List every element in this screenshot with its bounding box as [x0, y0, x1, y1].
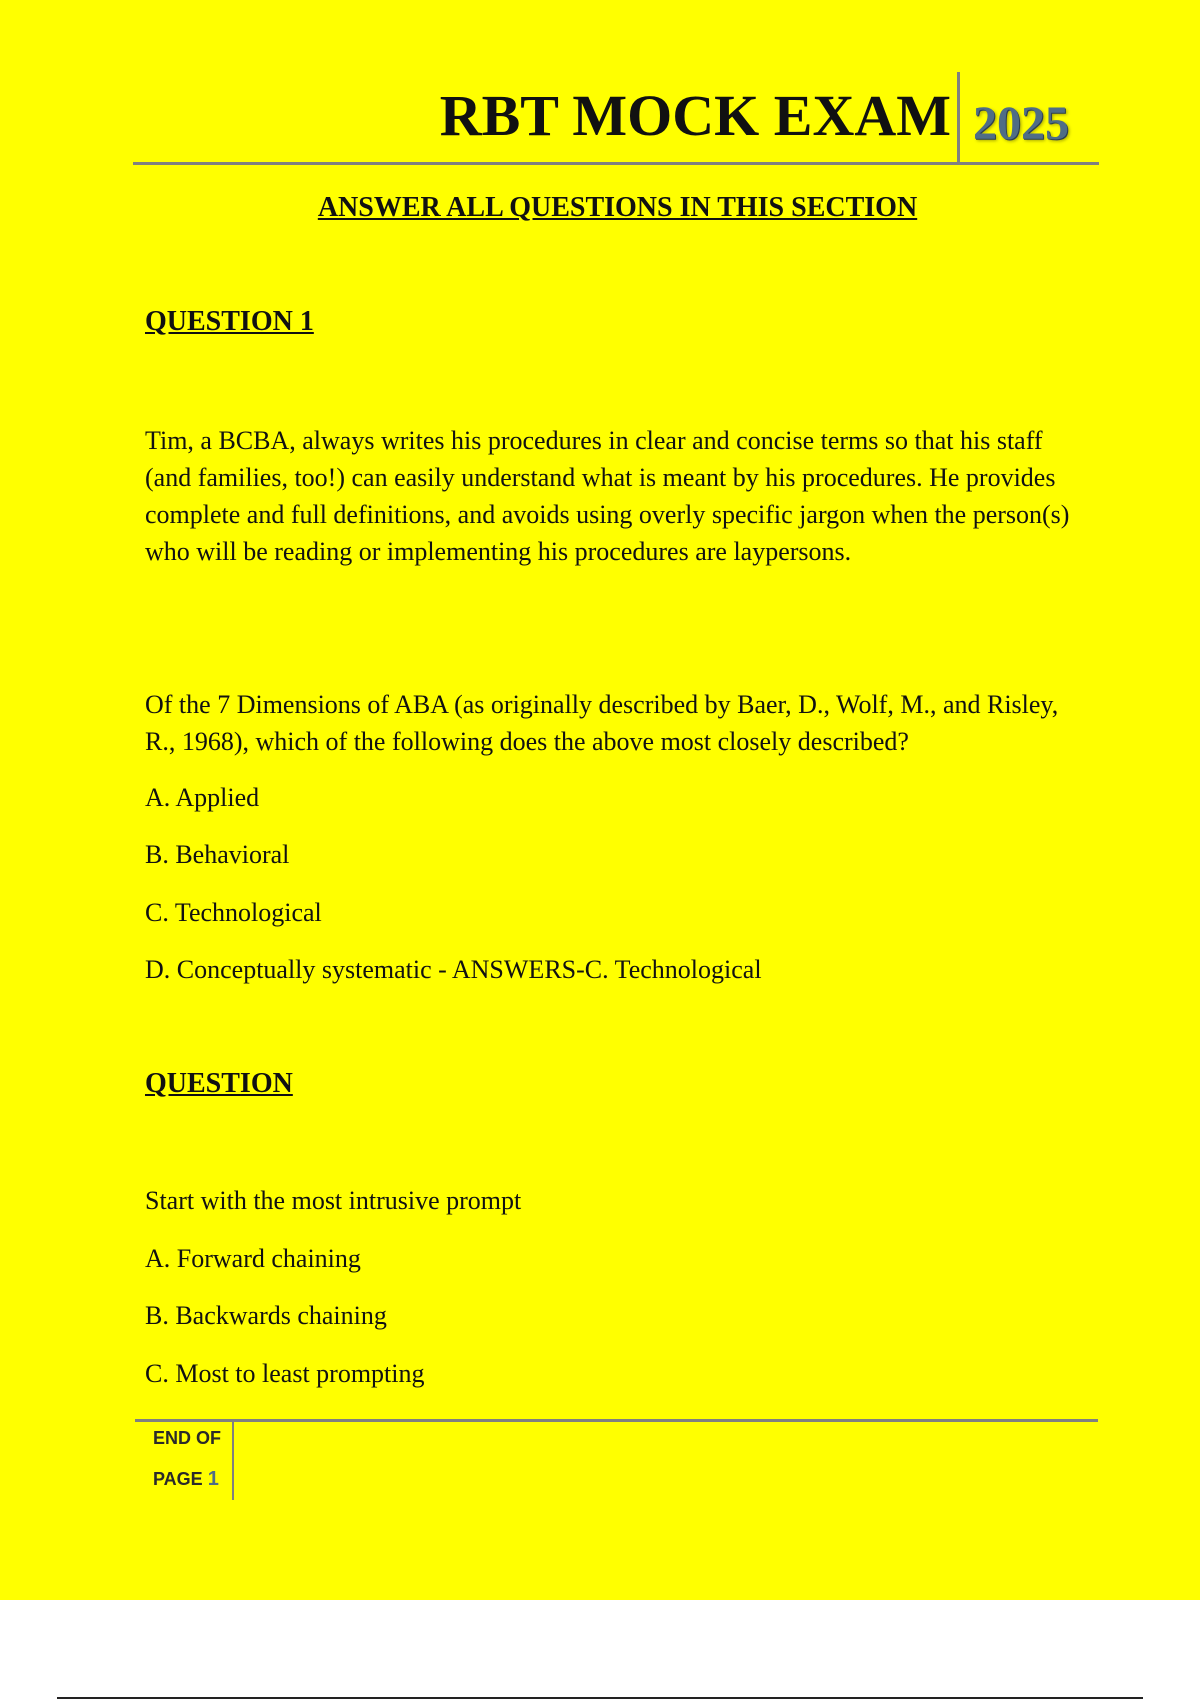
footer-page-number: 1 — [207, 1468, 219, 1490]
question-2-option-a: A. Forward chaining — [145, 1244, 361, 1273]
question-1-option-b: B. Behavioral — [145, 840, 290, 869]
page-header — [133, 72, 1099, 165]
section-heading: ANSWER ALL QUESTIONS IN THIS SECTION — [317, 192, 918, 223]
question-1-option-c: C. Technological — [145, 898, 322, 927]
exam-title: RBT MOCK EXAM — [439, 83, 951, 148]
question-1-scenario: Tim, a BCBA, always writes his procedures in clear and concise terms so that his staff (and families, too!) can easily understand what is meant by his procedures. He provides complete and full definitions, and avoids using overly specific jargon when the person(s) who will be reading or implementing his procedures are laypersons. — [145, 426, 1070, 566]
question-1-heading: QUESTION 1 — [145, 306, 314, 337]
question-1-prompt: Of the 7 Dimensions of ABA (as originally described by Baer, D., Wolf, M., and Risley, R., 1968), which of the following does the above most closely described? — [145, 690, 1059, 756]
footer-divider — [232, 1422, 234, 1500]
question-2-heading: QUESTION — [145, 1068, 293, 1099]
bottom-rule — [57, 1697, 1143, 1699]
question-2-option-c: C. Most to least prompting — [145, 1359, 425, 1388]
footer-page-label — [153, 1468, 219, 1491]
footer-page-word: PAGE — [153, 1469, 203, 1489]
header-divider — [957, 72, 960, 162]
question-1-option-d: D. Conceptually systematic - ANSWERS-C. Technological — [145, 955, 762, 984]
footer-end-of: END OF — [153, 1428, 222, 1448]
question-2-prompt: Start with the most intrusive prompt — [145, 1186, 522, 1215]
exam-year: 2025 — [973, 97, 1069, 150]
footer-rule — [135, 1419, 1098, 1422]
question-1-option-a: A. Applied — [145, 783, 260, 812]
question-2-option-b: B. Backwards chaining — [145, 1301, 387, 1330]
